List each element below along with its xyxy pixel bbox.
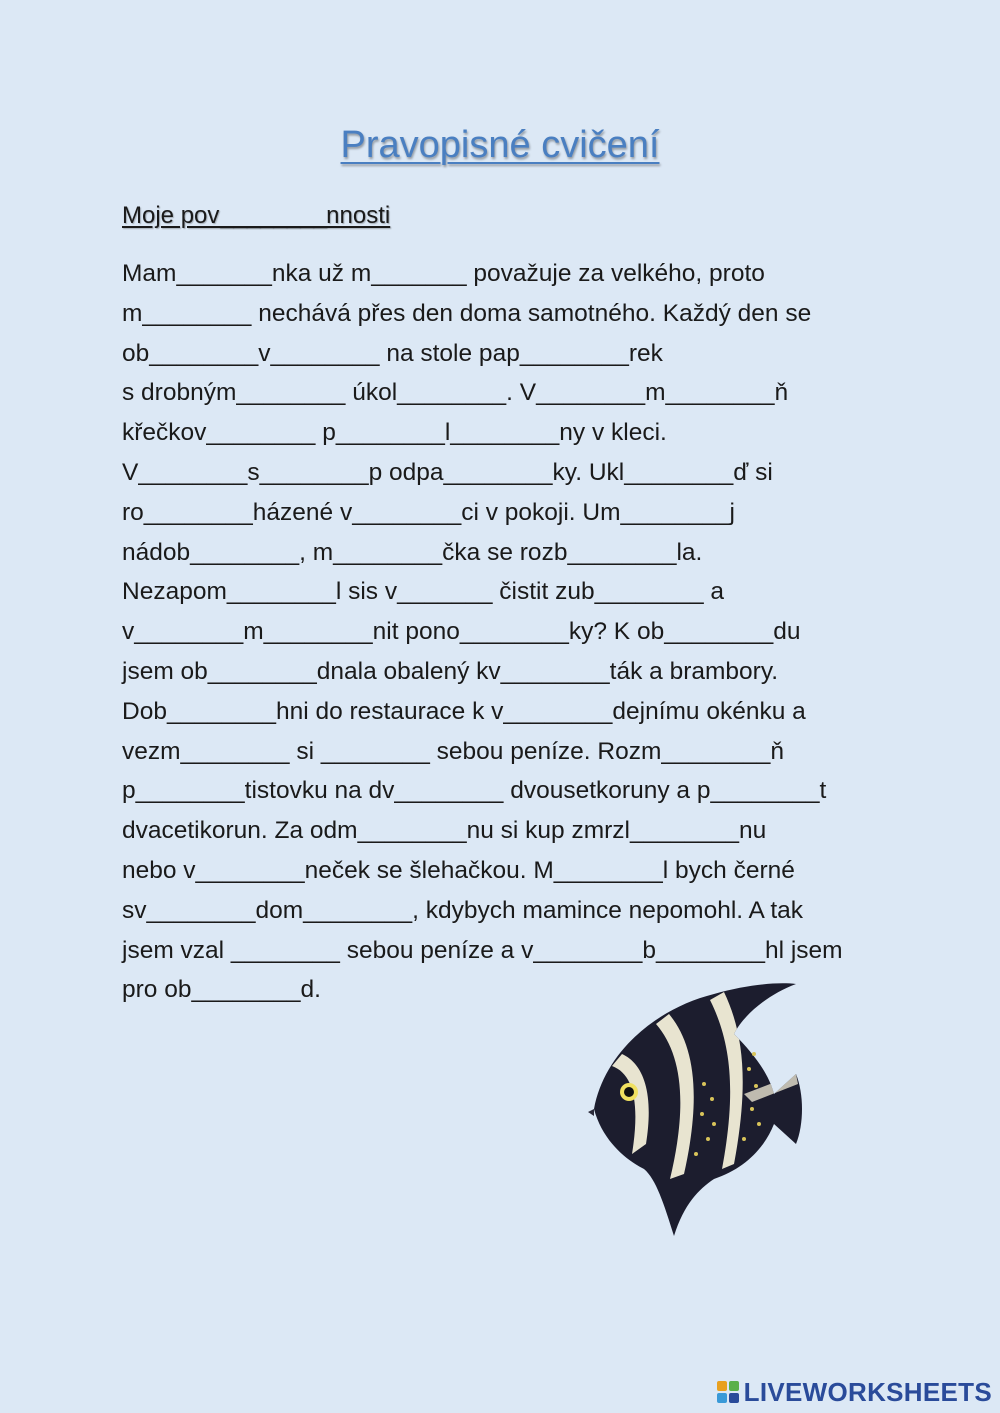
liveworksheets-logo-icon <box>716 1380 740 1404</box>
brand-footer <box>716 1375 992 1409</box>
exercise-text <box>122 254 882 1010</box>
text-line: křečkov________ p________l________ny v kleci. <box>122 419 667 447</box>
text-line: Nezapom________l sis v_______ čistit zub________ a <box>122 578 725 606</box>
text-line: ro________házené v________ci v pokoji. Um________j <box>122 498 735 526</box>
brand-name: LIVEWORKSHEETS <box>743 1376 992 1407</box>
subtitle: Moje pov________nnosti <box>122 202 391 229</box>
text-line: pro ob________d. <box>122 976 321 1004</box>
text-line: m________ nechává přes den doma samotného. Každý den se <box>122 299 812 327</box>
text-line: s drobným________ úkol________. V________m________ň <box>122 379 789 407</box>
text-line: jsem vzal ________ sebou peníze a v________b________hl jsem <box>122 936 843 964</box>
text-line: Mam_______nka už m_______ považuje za velkého, proto <box>122 260 765 287</box>
text-line: Dob________hni do restaurace k v________dejnímu okénku a <box>122 697 806 725</box>
text-line: vezm________ si ________ sebou peníze. Rozm________ň <box>122 737 785 765</box>
text-line: sv________dom________, kdybych mamince nepomohl. A tak <box>122 896 804 924</box>
page-title: Pravopisné cvičení <box>340 124 660 166</box>
text-line: nebo v________neček se šlehačkou. M________l bych černé <box>122 856 795 884</box>
text-line: dvacetikorun. Za odm________nu si kup zmrzl________nu <box>122 817 767 845</box>
angelfish-illustration <box>584 974 804 1244</box>
text-line: nádob________, m________čka se rozb________la. <box>122 538 703 566</box>
text-line: jsem ob________dnala obalený kv________ták a brambory. <box>122 657 779 685</box>
text-line: ob________v________ na stole pap________rek <box>122 339 663 367</box>
text-line: v________m________nit pono________ky? K ob________du <box>122 618 801 646</box>
text-line: p________tistovku na dv________ dvousetkoruny a p________t <box>122 777 827 805</box>
text-line: V________s________p odpa________ky. Ukl________ď si <box>122 458 773 486</box>
